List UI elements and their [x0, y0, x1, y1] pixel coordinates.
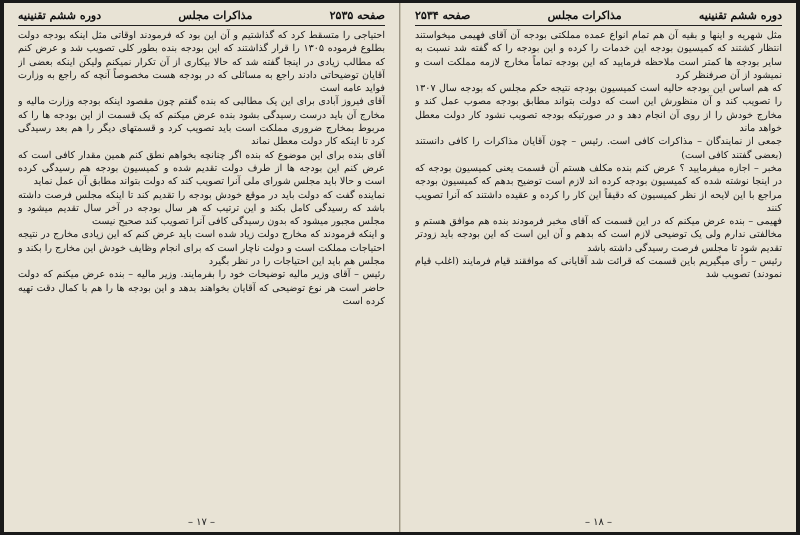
paragraph: و اینکه فرمودند که مخارج دولت زیاد شده است باید عرض کنم که این زیادی مخارج در نتیجه احتیاجات مملکت است و دولت ناچار است که برای انجام وظایف خودش این مخارج را بکند و مجلس هم باید این احتیاجات را در نظر بگیرد [18, 229, 385, 268]
paragraph: مثل شهریه و اینها و بقیه آن هم تمام انواع عمده مملکتی بودجه آن آقای فهیمی میخواستند انتظار کشتند که کمیسیون بودجه این خدمات را کرده و این بودجه را که گفته شد نسبت به سایر بودجه ها کمتر است ملاحظه فرمایید که این بودجه تماماً مخارج لازمه مملکت است و نمیشود از آن صرفنظر کرد [415, 30, 782, 81]
right-page [400, 3, 796, 532]
paragraph: آقای بنده برای این موضوع که بنده اگر چنانچه بخواهم نطق کنم همین مقدار کافی است که عرض کنم این بودجه ها از طرف دولت تقدیم شده و کمیسیون بودجه هم رسیدگی کرده است و حالا باید مجلس شورای ملی آنرا تصویب کند که دولت بتواند مطابق آن عمل نماید [18, 149, 385, 188]
paragraph: نماینده گفت که دولت باید در موقع خودش بودجه را تقدیم کند تا اینکه مجلس فرصت داشته باشد که رسیدگی کامل بکند و این ترتیب که هر سال بودجه در آخر سال تقدیم میشود و مجلس مجبور میشود که بدون رسیدگی کافی آنرا تصویب کند صحیح نیست [18, 189, 385, 228]
paragraph: رئیس – رأی میگیریم باین قسمت که قرائت شد آقایانی که موافقند قیام فرمایند (اغلب قیام نمودند) تصویب شد [415, 256, 782, 281]
right-page-session: دوره ششم تقنینیه [698, 9, 782, 22]
right-page-body [415, 29, 782, 509]
paragraph: احتیاجی را متسقط کرد که گذاشتیم و آن این بود که فرمودند اوقاتی مثل اینکه بودجه دولت بطلوع فرموده ۱۳۰۵ را قرار گذاشتند که این بودجه بنده بطور کلی تصویب شد و عرض کنم که مطالب زیادی در اینجا گفته شد که حالا بیکاری از آن تکرار نمیکنم ولیکن اینکه بعضی از آقایان توضیحاتی دادند راجع به مسائلی که در بودجه هست مخصوصاً آنچه که راجع به وزارت فواید عامه است [18, 30, 385, 95]
left-page-body [18, 29, 385, 509]
left-page [4, 3, 400, 532]
right-page-header [415, 9, 782, 23]
paragraph: جمعی از نمایندگان – مذاکرات کافی است. رئیس – چون آقایان مذاکرات را کافی دانستند (بعضی گفتند کافی است) [415, 136, 782, 161]
right-header-rule [415, 25, 782, 26]
right-page-footer: – ۱۸ – [584, 517, 613, 528]
left-page-session: دوره ششم تقنینیه [18, 9, 102, 22]
right-page-title: مذاکرات مجلس [547, 9, 622, 22]
paragraph: که هم اساس این بودجه حالیه است کمیسیون بودجه نتیجه حکم مجلس که بودجه سال ۱۳۰۷ را تصویب کند و آن منظورش این است که دولت بتواند مطابق بودجه مصوب عمل کند و مخارج خودش را از روی آن انجام دهد و در صورتیکه بودجه تصویب نشود کار دولت معطل خواهد ماند [415, 83, 782, 135]
paragraph: فهیمی – بنده عرض میکنم که در این قسمت که آقای مخبر فرمودند بنده هم موافق هستم و مخالفتی ندارم ولی یک توضیحی لازم است که بدهم و آن این است که این بودجه باید زودتر تقدیم شود تا مجلس فرصت رسیدگی داشته باشد [415, 216, 782, 254]
book-spread [4, 3, 796, 532]
paragraph: رئیس – آقای وزیر مالیه توضیحات خود را بفرمایند. وزیر مالیه – بنده عرض میکنم که دولت حاضر است هر نوع توضیحی که آقایان بخواهند بدهد و این بودجه ها را هم با کمال دقت تهیه کرده است [18, 269, 385, 307]
paragraph: آقای فیروز آبادی برای این یک مطالبی که بنده گفتم چون مقصود اینکه بودجه وزارت مالیه و مخارج آن باید درست رسیدگی بشود بنده عرض میکنم که یک قسمت از این بودجه ها را که مربوط بمخارج ضروری مملکت است باید تصویب کرد و قسمتهای دیگر را هم بعد رسیدگی کرد تا اینکه کار دولت معطل نماند [18, 96, 385, 148]
left-header-rule [18, 25, 385, 26]
left-page-number: صفحه ۲۵۳۵ [329, 9, 385, 22]
right-page-number: صفحه ۲۵۳۴ [415, 9, 471, 22]
left-page-footer: – ۱۷ – [187, 517, 216, 528]
left-page-header [18, 9, 385, 23]
left-page-title: مذاکرات مجلس [178, 9, 253, 22]
paragraph: مخبر – اجازه میفرمایید ؟ عرض کنم بنده مکلف هستم آن قسمت یعنی کمیسیون بودجه که در اینجا نوشته شده که کمیسیون بودجه کرده اند لازم است توضیح بدهم که کمیسیون بودجه مراجع با این لایحه از نظر کمیسیون که دقیقاً این کار را کرده و عقیده داشتند که آنرا تصویب کنند [415, 162, 782, 214]
